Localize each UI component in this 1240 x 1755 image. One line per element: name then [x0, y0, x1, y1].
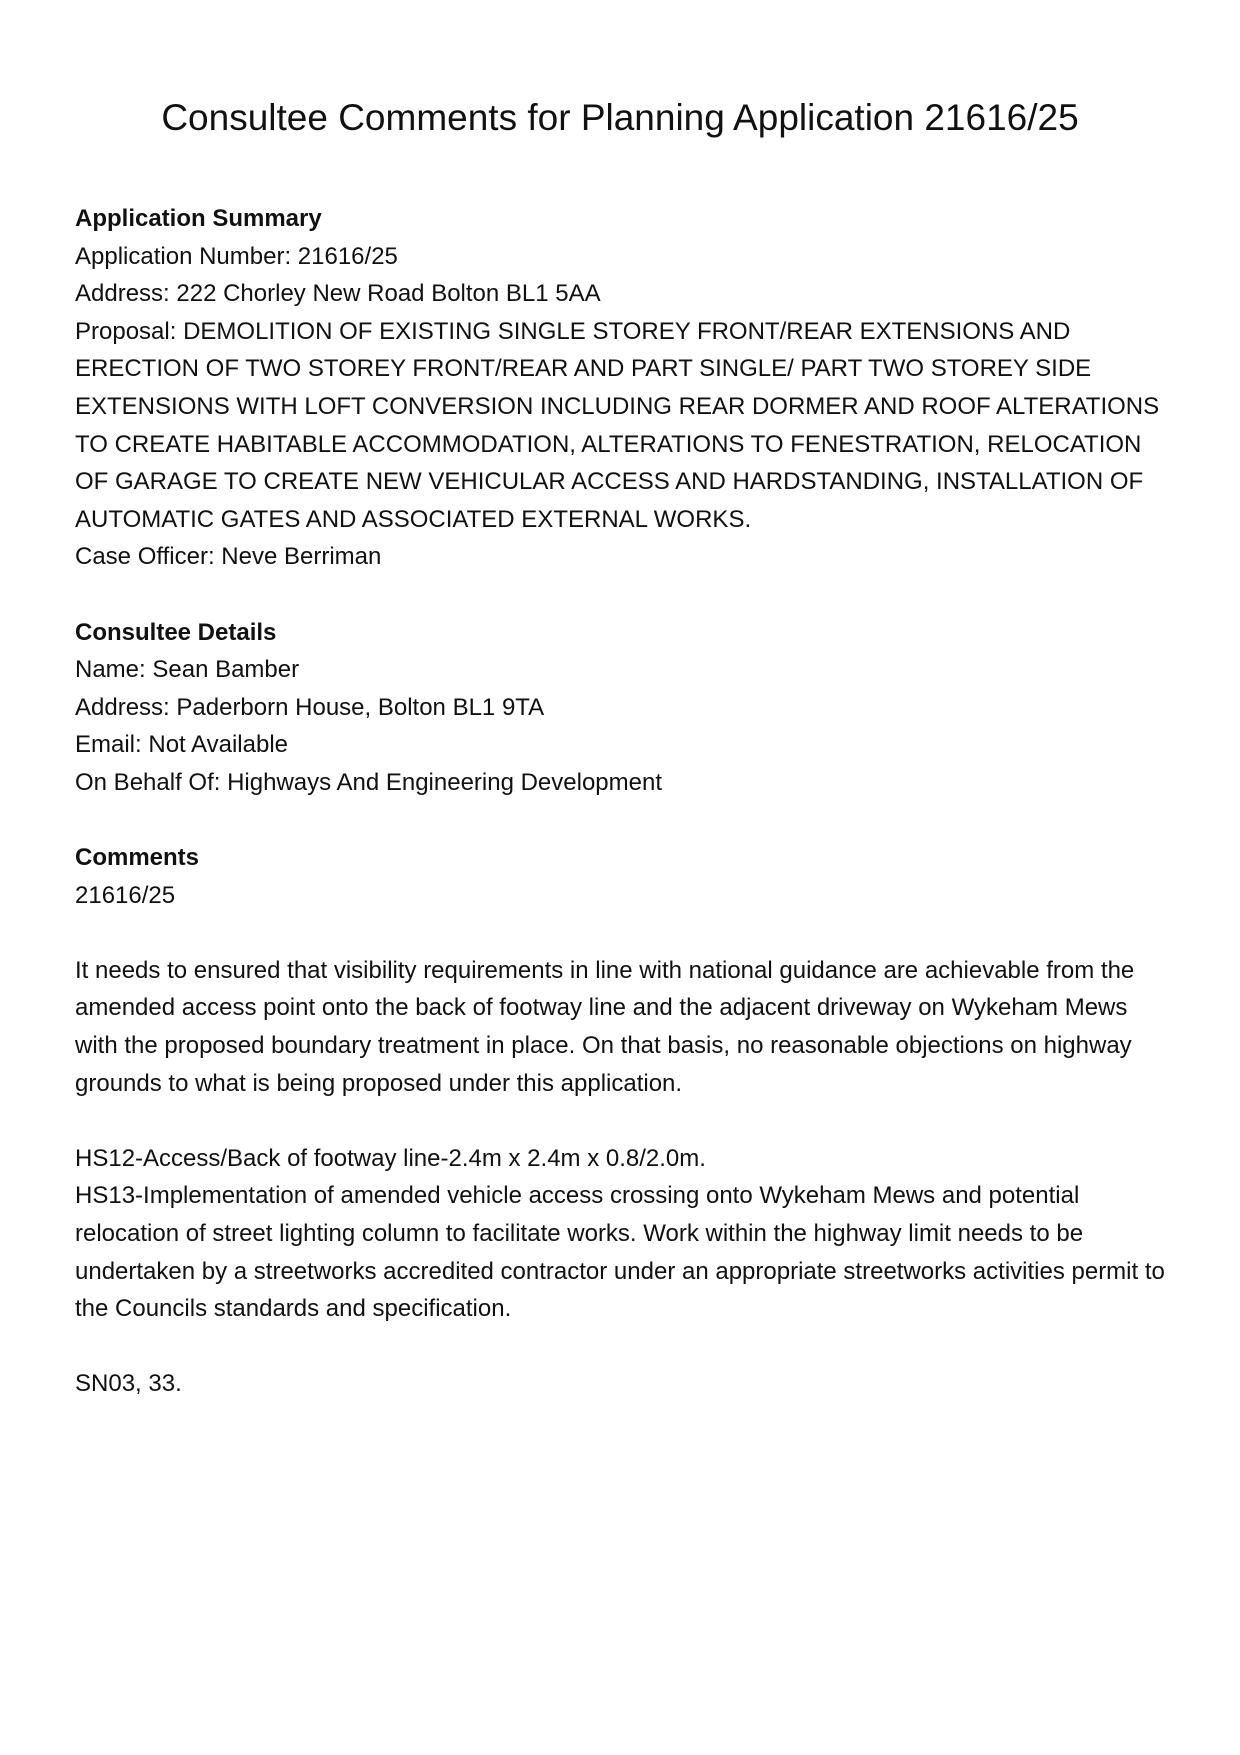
- consultee-email-line: [75, 726, 1175, 764]
- proposal-line: [75, 313, 1175, 539]
- proposal-label: Proposal:: [75, 317, 184, 345]
- case-officer-value: Neve Berriman: [221, 543, 382, 571]
- condition-hs13: HS13-Implementation of amended vehicle access crossing onto Wykeham Mews and potential relocation of street lighting column to facilitate works. Work within the highway limit needs to be undertaken by a streetworks accredited contractor under an appropriate streetworks activities permit to the Councils standards and specification.: [75, 1182, 1165, 1323]
- application-summary-section: [75, 200, 1175, 576]
- consultee-email-value: Not Available: [148, 731, 289, 759]
- application-address-value: 222 Chorley New Road Bolton BL1 5AA: [176, 280, 601, 308]
- on-behalf-of-line: [75, 764, 1175, 802]
- consultee-name-line: [75, 651, 1175, 689]
- proposal-value: DEMOLITION OF EXISTING SINGLE STOREY FRONT/REAR EXTENSIONS AND ERECTION OF TWO STOREY FRONT/REAR AND PART SINGLE/ PART TWO STOREY SIDE EXTENSIONS WITH LOFT CONVERSION INCLUDING REAR DORMER AND ROOF ALTERATIONS TO CREATE HABITABLE ACCOMMODATION, ALTERATIONS TO FENESTRATION, RELOCATION OF GARAGE TO CREATE NEW VEHICULAR ACCESS AND HARDSTANDING, INSTALLATION OF AUTOMATIC GATES AND ASSOCIATED EXTERNAL WORKS.: [75, 317, 1160, 533]
- application-number-line: [75, 238, 1175, 276]
- case-officer-line: [75, 538, 1175, 576]
- closing-reference: SN03, 33.: [75, 1370, 182, 1398]
- on-behalf-of-value: Highways And Engineering Development: [227, 768, 663, 796]
- condition-hs12: HS12-Access/Back of footway line-2.4m x 2.4m x 0.8/2.0m.: [75, 1144, 706, 1172]
- consultee-name-label: Name:: [75, 656, 153, 684]
- application-address-label: Address:: [75, 280, 177, 308]
- application-number-value: 21616/25: [297, 242, 398, 270]
- application-address-line: [75, 275, 1175, 313]
- application-number-label: Application Number:: [75, 242, 298, 270]
- consultee-name-value: Sean Bamber: [152, 656, 300, 684]
- comments-section: [75, 839, 1175, 1403]
- consultee-address-value: Paderborn House, Bolton BL1 9TA: [176, 693, 545, 721]
- consultee-address-line: [75, 689, 1175, 727]
- comments-paragraph: It needs to ensured that visibility requirements in line with national guidance are achievable from the amended access point onto the back of footway line and the adjacent driveway on Wykeham Mews with the proposed boundary treatment in place. On that basis, no reasonable objections on highway grounds to what is being proposed under this application.: [75, 956, 1135, 1097]
- document-body: [75, 200, 1175, 1441]
- application-summary-heading: Application Summary: [75, 205, 322, 232]
- consultee-address-label: Address:: [75, 693, 177, 721]
- page-title: Consultee Comments for Planning Application 21616/25: [161, 97, 1079, 138]
- comments-heading: Comments: [75, 844, 200, 872]
- consultee-details-heading: Consultee Details: [75, 618, 277, 646]
- conditions-block: [75, 1140, 1175, 1328]
- consultee-details-section: [75, 614, 1175, 802]
- case-officer-label: Case Officer:: [75, 543, 222, 571]
- comments-reference: 21616/25: [75, 881, 176, 909]
- on-behalf-of-label: On Behalf Of:: [75, 768, 228, 796]
- consultee-email-label: Email:: [75, 731, 149, 759]
